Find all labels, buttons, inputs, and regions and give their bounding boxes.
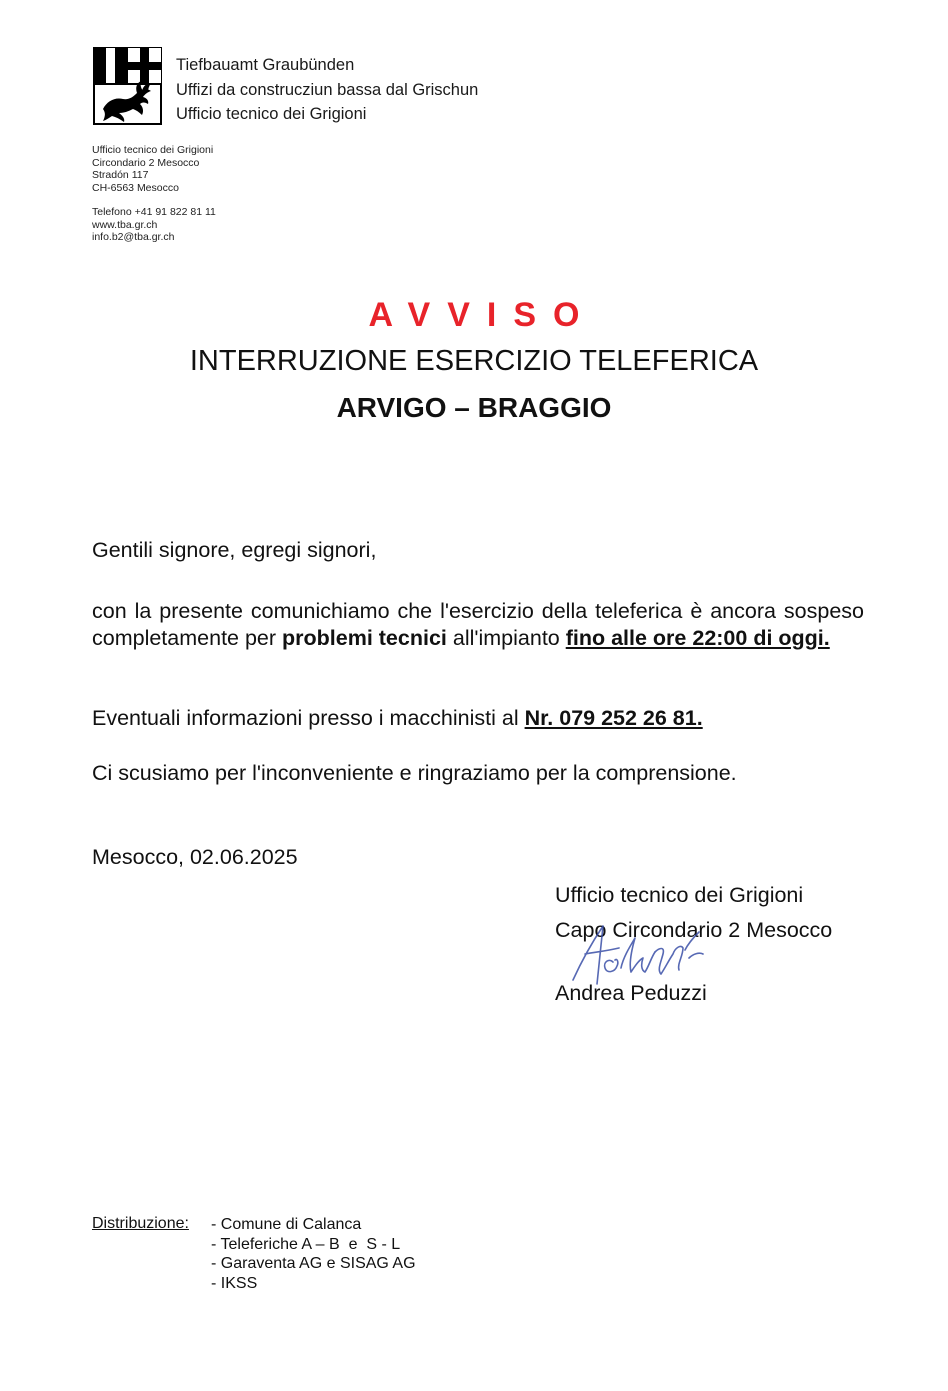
technical-problems-emphasis: problemi tecnici <box>282 626 447 650</box>
org-name-romansh: Uffizi da construcziun bassa dal Grischun <box>176 80 479 99</box>
list-item: - Comune di Calanca <box>211 1216 362 1233</box>
greeting: Gentili signore, egregi signori, <box>92 538 377 562</box>
info-paragraph <box>92 705 864 732</box>
distribution-label: Distribuzione: <box>92 1215 189 1232</box>
email-link[interactable]: info.b2@tba.gr.ch <box>92 231 175 244</box>
distribution-list <box>211 1215 416 1293</box>
org-name-german: Tiefbauamt Graubünden <box>176 56 355 74</box>
cable-car-route: ARVIGO – BRAGGIO <box>336 392 612 423</box>
address-line: Circondario 2 Mesocco <box>92 156 200 169</box>
signature-office: Ufficio tecnico dei Grigioni <box>555 883 804 907</box>
list-item: - IKSS <box>211 1274 258 1292</box>
phone-number: Telefono +41 91 822 81 11 <box>92 206 216 218</box>
address-line: Stradón 117 <box>92 169 149 182</box>
graubunden-coat-of-arms-logo <box>93 47 162 125</box>
suspension-until-emphasis: fino alle ore 22:00 di oggi. <box>565 626 830 650</box>
signature-role: Capo Circondario 2 Mesocco <box>555 918 833 942</box>
website-link[interactable]: www.tba.gr.ch <box>92 218 158 231</box>
place-and-date: Mesocco, 02.06.2025 <box>92 845 298 869</box>
notice-heading: AVVISO <box>368 296 597 334</box>
address-line: Ufficio tecnico dei Grigioni <box>92 144 214 156</box>
org-name-italian: Ufficio tecnico dei Grigioni <box>176 105 367 123</box>
notice-paragraph <box>92 598 864 652</box>
paragraph-text: Eventuali informazioni presso i macchinisti al <box>92 706 525 730</box>
notice-subtitle: INTERRUZIONE ESERCIZIO TELEFERICA <box>189 345 759 377</box>
signatory-name: Andrea Peduzzi <box>555 981 707 1005</box>
sender-contact <box>92 206 216 244</box>
paragraph-text: con la presente comunichiamo che l'esercizio della teleferica è ancora sospeso completamente per <box>92 599 864 650</box>
operator-phone-number: Nr. 079 252 26 81. <box>524 706 703 730</box>
sender-address <box>92 144 213 194</box>
address-line: CH-6563 Mesocco <box>92 181 179 194</box>
list-item: - Teleferiche A – B e S - L <box>211 1235 401 1253</box>
apology-paragraph: Ci scusiamo per l'inconveniente e ringraziamo per la comprensione. <box>92 761 737 785</box>
organization-name-block <box>176 53 478 127</box>
list-item: - Garaventa AG e SISAG AG <box>211 1255 416 1272</box>
paragraph-text: all'impianto <box>446 626 566 650</box>
